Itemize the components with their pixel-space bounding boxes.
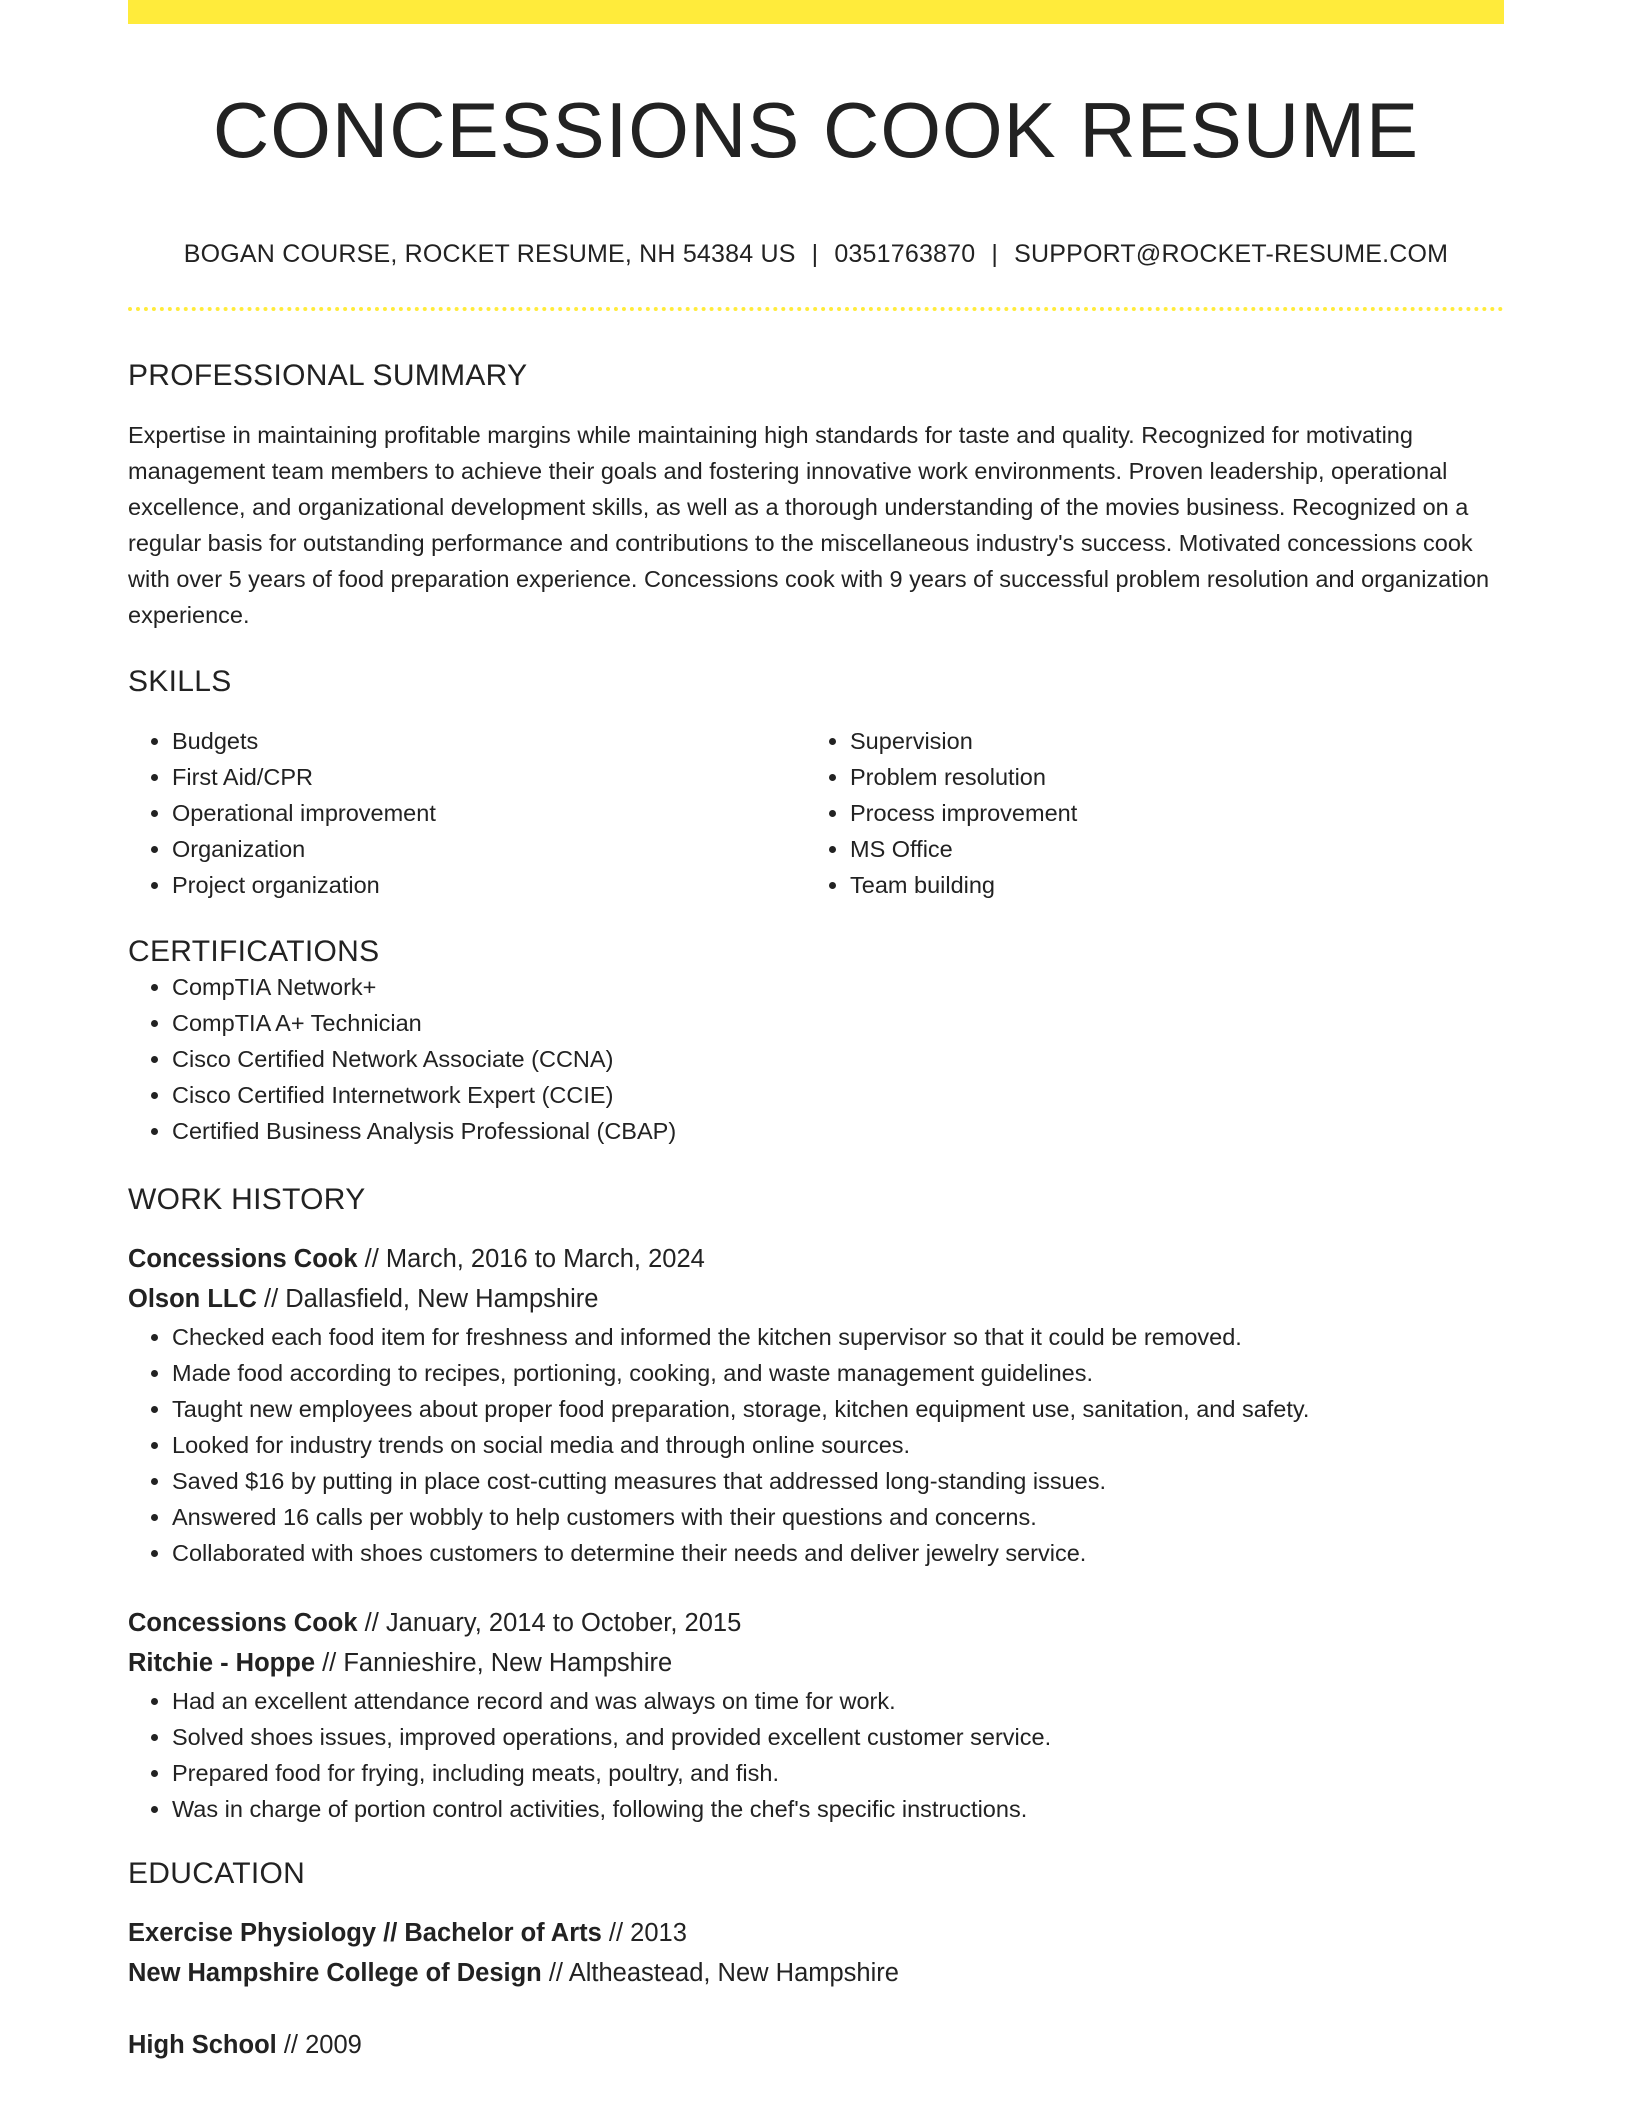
job-company-line [128, 1643, 1504, 1683]
certification-item: • Cisco Certified Network Associate (CCNA) [172, 1041, 1504, 1077]
job-title: Concessions Cook [128, 1244, 358, 1273]
summary-text: Expertise in maintaining profitable margins while maintaining high standards for taste and quality. Recognized for motivating management team members to achieve their goals and fostering innovative work environments. Proven leadership, operational excellence, and organizational development skills, as well as a thorough understanding of the movies business. Recognized on a regular basis for outstanding performance and contributions to the miscellaneous industry's success. Motivated concessions cook with over 5 years of food preparation experience. Concessions cook with 9 years of successful problem resolution and organization experience. [128, 421, 1490, 628]
job-duty-item: • Saved $16 by putting in place cost-cutting measures that addressed long-standing issues. [172, 1463, 1504, 1499]
education-heading: EDUCATION [128, 1856, 306, 1890]
contact-separator: | [991, 239, 999, 268]
job-title-line [128, 1603, 1504, 1643]
job-dates: // January, 2014 to October, 2015 [357, 1608, 742, 1637]
contact-email: SUPPORT@ROCKET-RESUME.COM [1014, 239, 1449, 268]
certification-item: • CompTIA A+ Technician [172, 1005, 1504, 1041]
job-company: Ritchie - Hoppe [128, 1648, 316, 1677]
accent-top-bar [128, 0, 1504, 24]
education-degree: Exercise Physiology // Bachelor of Arts [128, 1918, 602, 1947]
education-degree: High School [128, 2030, 277, 2059]
certification-item: • CompTIA Network+ [172, 969, 1504, 1005]
education-year: // 2009 [276, 2030, 362, 2059]
job-duty-item: • Solved shoes issues, improved operations, and provided excellent customer service. [172, 1719, 1504, 1755]
certifications-list [128, 969, 1504, 1149]
education-school: New Hampshire College of Design [128, 1958, 542, 1987]
certifications-heading: CERTIFICATIONS [128, 934, 380, 968]
summary-heading: PROFESSIONAL SUMMARY [128, 358, 528, 392]
job-duties-list [128, 1683, 1504, 1827]
job-duty-item: • Collaborated with shoes customers to determine their needs and deliver jewelry service. [172, 1535, 1504, 1571]
certification-item: • Cisco Certified Internetwork Expert (CCIE) [172, 1077, 1504, 1113]
skill-item: • Process improvement [850, 795, 1504, 831]
education-degree-line [128, 1913, 1504, 1953]
skill-item: • Problem resolution [850, 759, 1504, 795]
skill-item: • Budgets [172, 723, 806, 759]
skill-item: • Supervision [850, 723, 1504, 759]
job-title: Concessions Cook [128, 1608, 358, 1637]
job-dates: // March, 2016 to March, 2024 [357, 1244, 705, 1273]
contact-line [128, 240, 1504, 269]
job-duty-item: • Looked for industry trends on social media and through online sources. [172, 1427, 1504, 1463]
job-duty-item: • Had an excellent attendance record and was always on time for work. [172, 1683, 1504, 1719]
skills-heading: SKILLS [128, 664, 232, 698]
education-degree-line [128, 2025, 1504, 2065]
header-divider [128, 307, 1504, 311]
job-location: // Fannieshire, New Hampshire [315, 1648, 673, 1677]
education-school-line [128, 1953, 1504, 1993]
skill-item: • MS Office [850, 831, 1504, 867]
job-location: // Dallasfield, New Hampshire [256, 1284, 599, 1313]
contact-phone: 0351763870 [834, 239, 976, 268]
skill-item: • Team building [850, 867, 1504, 903]
job-duty-item: • Answered 16 calls per wobbly to help customers with their questions and concerns. [172, 1499, 1504, 1535]
job-duty-item: • Was in charge of portion control activities, following the chef's specific instructions. [172, 1791, 1504, 1827]
job-duty-item: • Made food according to recipes, portioning, cooking, and waste management guidelines. [172, 1355, 1504, 1391]
certification-item: • Certified Business Analysis Professional (CBAP) [172, 1113, 1504, 1149]
contact-address: BOGAN COURSE, ROCKET RESUME, NH 54384 US [183, 239, 796, 268]
job-company: Olson LLC [128, 1284, 257, 1313]
work-history-heading: WORK HISTORY [128, 1182, 366, 1216]
job-title-line [128, 1239, 1504, 1279]
job-duty-item: • Checked each food item for freshness and informed the kitchen supervisor so that it could be removed. [172, 1319, 1504, 1355]
skill-item: • Organization [172, 831, 806, 867]
job-duty-item: • Prepared food for frying, including meats, poultry, and fish. [172, 1755, 1504, 1791]
skills-list-right [806, 723, 1504, 903]
skills-grid [128, 723, 1504, 903]
contact-separator: | [811, 239, 819, 268]
resume-content [128, 0, 1504, 2065]
job-company-line [128, 1279, 1504, 1319]
job-duty-item: • Taught new employees about proper food preparation, storage, kitchen equipment use, sanitation, and safety. [172, 1391, 1504, 1427]
education-location: // Altheastead, New Hampshire [541, 1958, 899, 1987]
skill-item: • Project organization [172, 867, 806, 903]
skill-item: • First Aid/CPR [172, 759, 806, 795]
skills-list-left [128, 723, 806, 903]
job-duties-list [128, 1319, 1504, 1571]
education-year: // 2013 [601, 1918, 687, 1947]
resume-title: CONCESSIONS COOK RESUME [212, 86, 1420, 174]
skill-item: • Operational improvement [172, 795, 806, 831]
